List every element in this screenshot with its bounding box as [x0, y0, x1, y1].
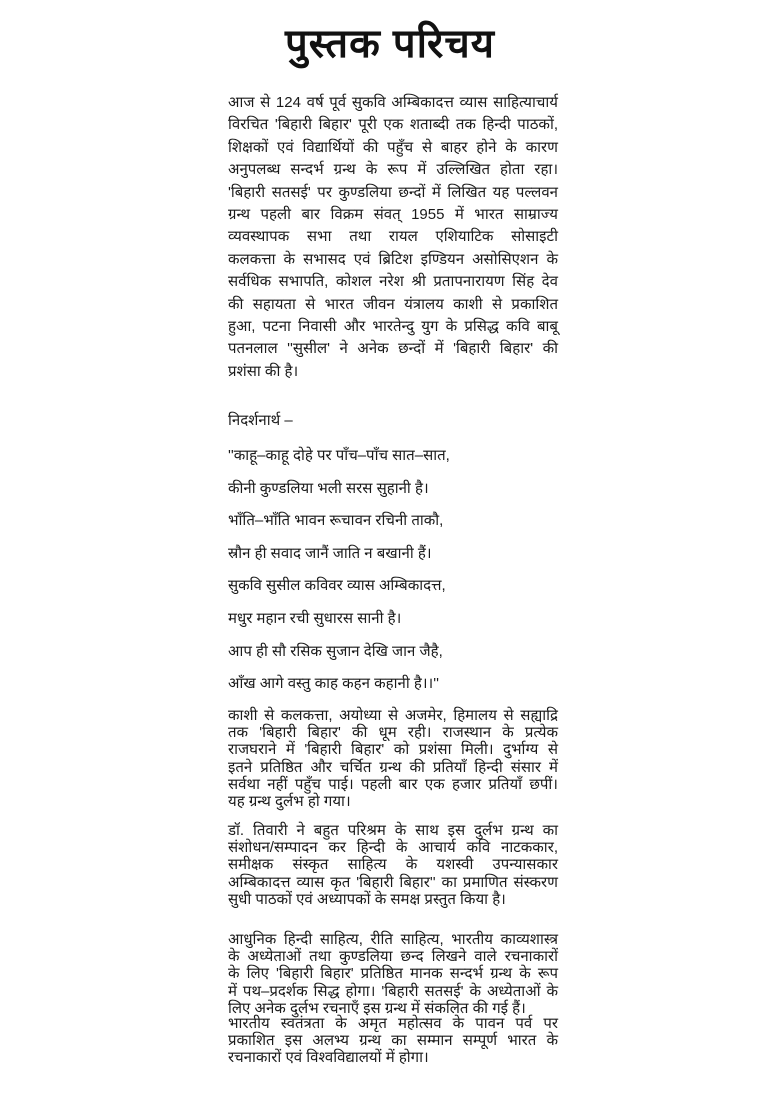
text-line: डॉ. तिवारी ने बहुत परिश्रम के साथ इस दुर्लभ ग्रन्थ का	[228, 822, 558, 839]
text-line: सुधी पाठकों एवं अध्यापकों के समक्ष प्रस्तुत किया है।	[228, 890, 506, 908]
text-line: विरचित 'बिहारी बिहार' पूरी एक शताब्दी तक हिन्दी पाठकों,	[228, 116, 558, 134]
text-line: यह ग्रन्थ दुर्लभ हो गया।	[228, 792, 351, 810]
verse-line: स्रौन ही सवाद जानैं जाति न बखानी हैं।	[228, 544, 432, 562]
verse-line: मधुर महान रची सुधारस सानी है।	[228, 609, 402, 627]
text-line: पतनलाल ''सुसील' ने अनेक छन्दों में 'बिहारी बिहार' की	[228, 340, 558, 358]
verse-quote	[228, 440, 558, 701]
text-line: आधुनिक हिन्दी साहित्य, रीति साहित्य, भारतीय काव्यशास्त्र	[228, 931, 558, 948]
verse-line: आप ही सौ रसिक सुजान देखि जान जैहै,	[228, 642, 443, 660]
verse-line: भाँति–भाँति भावन रूचावन रचिनी ताकौ,	[228, 512, 444, 530]
verse-line: ''काहू–काहू दोहे पर पाँच–पाँच सात–सात,	[228, 447, 450, 464]
text-line: सर्वधिक सभापति, कोशल नरेश श्री प्रतापनारायण सिंह देव	[228, 273, 558, 291]
text-line: काशी से कलकत्ता, अयोध्या से अजमेर, हिमालय से सह्याद्रि	[228, 707, 558, 724]
verse-line: आँख आगे वस्तु काह कहन कहानी है।।''	[228, 675, 439, 693]
text-line: के लिए 'बिहारी बिहार' प्रतिष्ठित मानक सन्दर्भ ग्रन्थ के रूप	[228, 965, 558, 983]
text-line: सर्वथा नहीं पहुँच पाई। पहली बार एक हजार प्रतियाँ छपीं।	[228, 775, 558, 793]
paragraph-closing	[228, 1015, 558, 1067]
text-line: अनुपलब्ध सन्दर्भ ग्रन्थ के रूप में उल्लिखित होता रहा।	[228, 161, 558, 179]
paragraph-significance	[228, 931, 558, 1017]
text-line: हुआ, पटना निवासी और भारतेन्दु युग के प्रसिद्ध कवि बाबू	[228, 317, 558, 335]
text-line: इतने प्रतिष्ठित और चर्चित ग्रन्थ की प्रतियाँ हिन्दी संसार में	[228, 758, 558, 776]
text-line: रचनाकारों एवं विश्वविद्यालयों में होगा।	[228, 1049, 429, 1067]
text-line: प्रकाशित इस अलभ्य ग्रन्थ का सम्मान सम्पूर्ण भारत के	[228, 1032, 558, 1050]
text-line: ग्रन्थ पहली बार विक्रम संवत् 1955 में भारत साम्राज्य	[228, 205, 558, 223]
paragraph-fame	[228, 707, 558, 810]
text-line: शिक्षकों एवं विद्यार्थियों की पहुँच से बाहर होने के कारण	[228, 138, 558, 156]
text-line: आज से 124 वर्ष पूर्व सुकवि अम्बिकादत्त व्यास साहित्याचार्य	[228, 94, 558, 111]
text-line: के अध्येताओं तथा कुण्डलिया छन्द लिखने वाले रचनाकारों	[228, 948, 558, 966]
text-line: 'बिहारी सतसई' पर कुण्डलिया छन्दों में लिखित यह पल्लवन	[228, 183, 558, 201]
text-line: अम्बिकादत्त व्यास कृत 'बिहारी बिहार'' का प्रमाणित संस्करण	[228, 873, 558, 891]
text-line: कलकत्ता के सभासद एवं ब्रिटिश इण्डियन असोसिएशन के	[228, 250, 558, 268]
text-line: संशोधन/सम्पादन कर हिन्दी के आचार्य कवि नाटककार,	[228, 839, 558, 857]
text-line: समीक्षक संस्कृत साहित्य के यशस्वी उपन्यासकार	[228, 856, 558, 874]
text-line: लिए अनेक दुर्लभ रचनाएँ इस ग्रन्थ में संकलित की गई हैं।	[228, 999, 526, 1017]
page-title: पुस्तक परिचय	[285, 22, 495, 66]
verse-line: सुकवि सुसील कविवर व्यास अम्बिकादत्त,	[228, 577, 446, 595]
verse-line: कीनी कुण्डलिया भली सरस सुहानी है।	[228, 479, 429, 497]
text-line: में पथ–प्रदर्शक सिद्ध होगा। 'बिहारी सतसई' के अध्येताओं के	[228, 982, 558, 1000]
text-line: की सहायता से भारत जीवन यंत्रालय काशी से प्रकाशित	[228, 295, 558, 313]
text-line: प्रशंसा की है।	[228, 362, 299, 380]
paragraph-editor	[228, 822, 558, 908]
text-line: तक 'बिहारी बिहार' की धूम रही। राजस्थान के प्रत्येक	[228, 724, 558, 742]
text-line: व्यवस्थापक सभा तथा रायल एशियाटिक सोसाइटी	[228, 228, 558, 246]
paragraph-intro	[228, 92, 558, 383]
text-line: राजघराने में 'बिहारी बिहार' को प्रशंसा मिली। दुर्भाग्य से	[228, 741, 558, 759]
text-line: भारतीय स्वतंत्रता के अमृत महोत्सव के पावन पर्व पर	[228, 1015, 558, 1032]
example-label: निदर्शनार्थ –	[228, 412, 293, 429]
